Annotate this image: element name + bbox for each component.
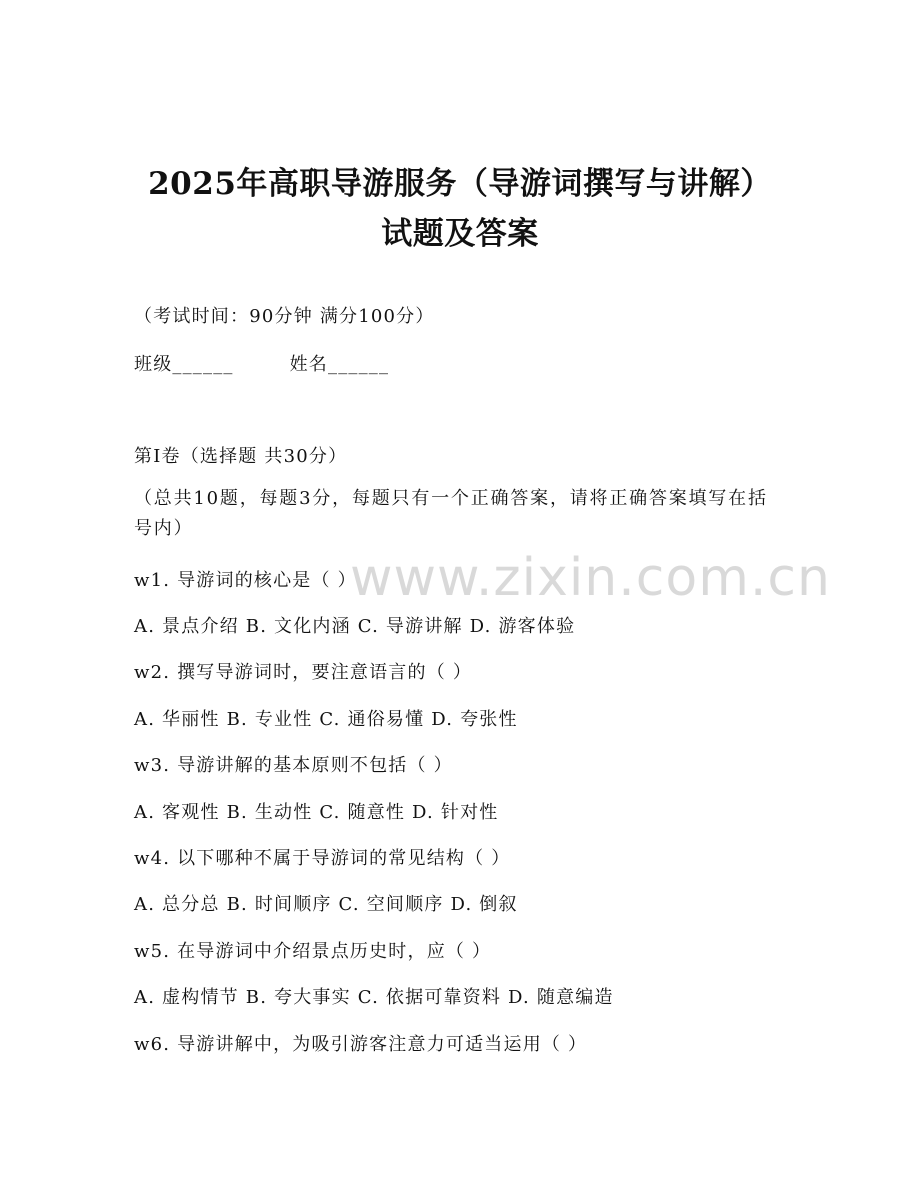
question-3-options: A. 客观性 B. 生动性 C. 随意性 D. 针对性 bbox=[134, 802, 499, 823]
question-1-stem: w1. 导游词的核心是（ ） bbox=[134, 570, 357, 591]
question-4-stem: w4. 以下哪种不属于导游词的常见结构（ ） bbox=[134, 848, 511, 869]
question-5-stem: w5. 在导游词中介绍景点历史时，应（ ） bbox=[134, 941, 492, 962]
document-title-line1: 2025年高职导游服务（导游词撰写与讲解） bbox=[148, 166, 772, 202]
question-4-options: A. 总分总 B. 时间顺序 C. 空间顺序 D. 倒叙 bbox=[134, 894, 518, 915]
question-2-stem: w2. 撰写导游词时，要注意语言的（ ） bbox=[134, 662, 473, 683]
watermark: www.zixin.com.cn bbox=[350, 548, 831, 608]
instructions: （总共10题，每题3分，每题只有一个正确答案，请将正确答案填写在括号内） bbox=[134, 488, 768, 539]
question-5-options: A. 虚构情节 B. 夸大事实 C. 依据可靠资料 D. 随意编造 bbox=[134, 987, 614, 1008]
question-2-options: A. 华丽性 B. 专业性 C. 通俗易懂 D. 夸张性 bbox=[134, 709, 518, 730]
student-info-row bbox=[134, 350, 389, 376]
question-1-options: A. 景点介绍 B. 文化内涵 C. 导游讲解 D. 游客体验 bbox=[134, 616, 576, 637]
name-label: 姓名______ bbox=[289, 354, 390, 375]
document-title-line2: 试题及答案 bbox=[381, 216, 539, 252]
exam-info: （考试时间：90分钟 满分100分） bbox=[134, 306, 435, 327]
question-6-stem: w6. 导游讲解中，为吸引游客注意力可适当运用（ ） bbox=[134, 1034, 588, 1055]
section-heading: 第Ⅰ卷（选择题 共30分） bbox=[134, 446, 348, 467]
question-3-stem: w3. 导游讲解的基本原则不包括（ ） bbox=[134, 755, 453, 776]
class-label: 班级______ bbox=[134, 354, 234, 375]
